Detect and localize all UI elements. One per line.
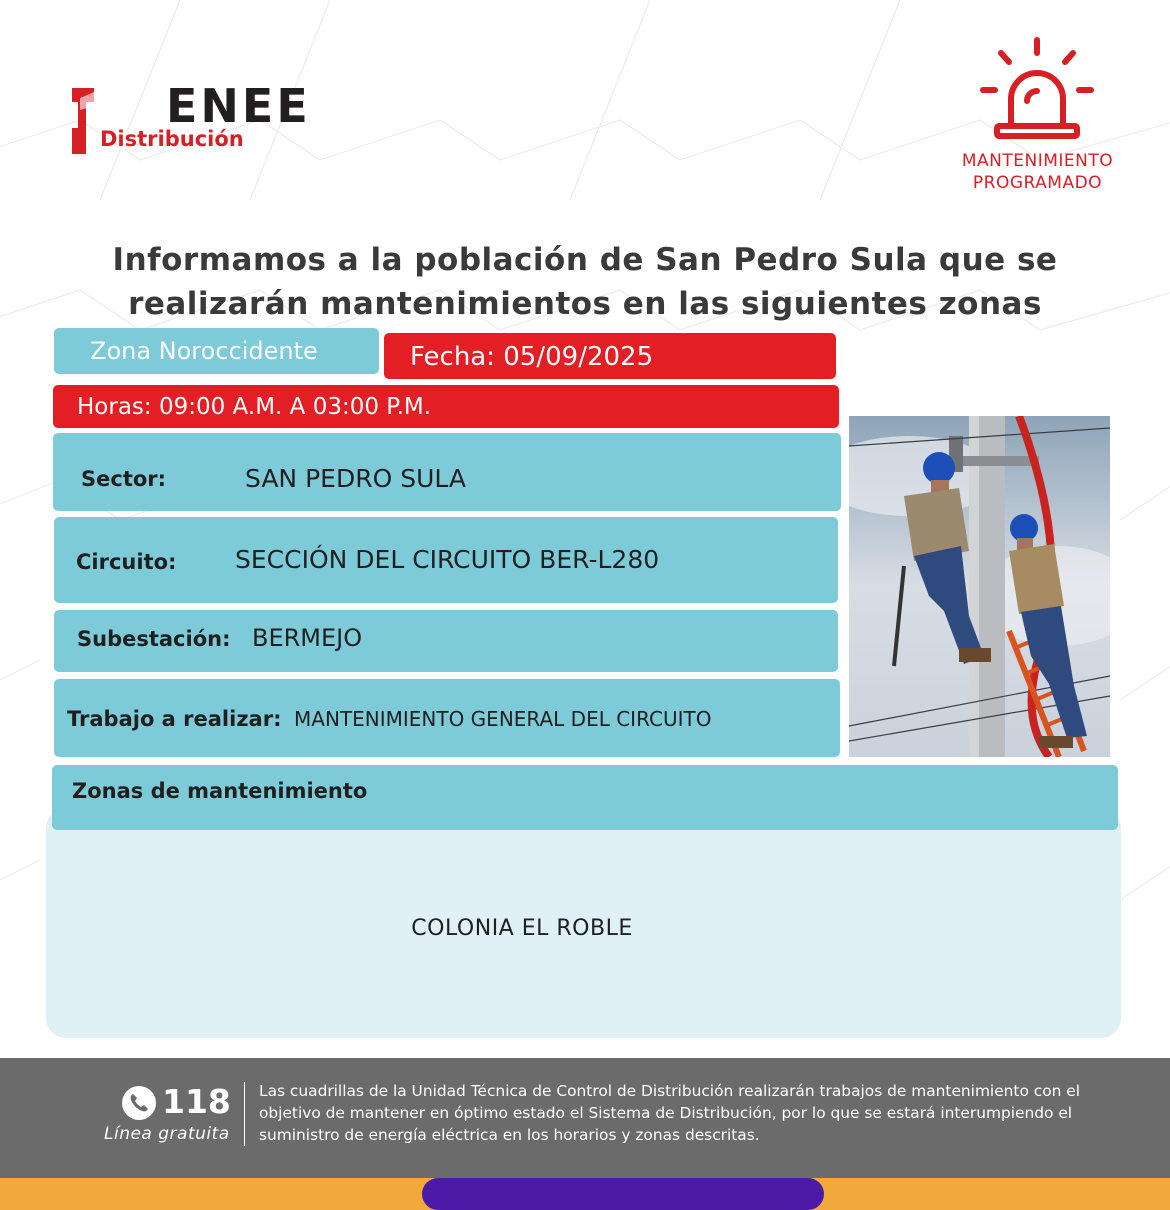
circuit-row bbox=[54, 517, 838, 603]
hotline[interactable] bbox=[122, 1082, 232, 1122]
maintenance-badge bbox=[935, 35, 1140, 200]
substation-value: BERMEJO bbox=[252, 624, 363, 652]
circuit-label: Circuito: bbox=[76, 550, 177, 574]
siren-icon bbox=[975, 35, 1100, 145]
sector-row bbox=[53, 433, 841, 511]
hotline-label: Línea gratuita bbox=[104, 1124, 230, 1144]
substation-label: Subestación: bbox=[77, 627, 231, 651]
sector-value: SAN PEDRO SULA bbox=[245, 464, 466, 493]
work-row bbox=[54, 679, 840, 757]
sector-label: Sector: bbox=[81, 467, 167, 491]
footer-divider bbox=[244, 1082, 245, 1146]
logo-subtitle: Distribución bbox=[100, 127, 244, 151]
bottom-band-accent bbox=[422, 1178, 824, 1210]
circuit-value: SECCIÓN DEL CIRCUITO BER-L280 bbox=[235, 545, 660, 574]
footer-notice: Las cuadrillas de la Unidad Técnica de Control de Distribución realizarán trabajos de mantenimiento con el objetivo de mantener en óptimo estado el Sistema de Distribución, por lo que se estará interumpiendo el suministro de energía eléctrica en los horarios y zonas descritas. bbox=[259, 1082, 1081, 1144]
date-badge: Fecha: 05/09/2025 bbox=[384, 333, 836, 379]
headline: Informamos a la población de San Pedro Sula que se realizarán mantenimientos en las siguientes zonas bbox=[112, 242, 1058, 322]
zones-header bbox=[52, 765, 1118, 830]
zone-item: COLONIA EL ROBLE bbox=[411, 916, 633, 941]
logo-wordmark: ENEE bbox=[166, 79, 311, 133]
substation-row bbox=[54, 610, 838, 672]
hours-badge: Horas: 09:00 A.M. A 03:00 P.M. bbox=[53, 385, 839, 428]
phone-icon bbox=[122, 1086, 156, 1120]
lineworkers-photo bbox=[849, 416, 1110, 757]
zone-badge: Zona Noroccidente bbox=[54, 328, 379, 374]
zones-title: Zonas de mantenimiento bbox=[72, 779, 368, 803]
hotline-number: 118 bbox=[162, 1082, 231, 1121]
enee-logo bbox=[70, 79, 311, 154]
maintenance-badge-text: MANTENIMIENTO PROGRAMADO bbox=[961, 151, 1114, 193]
work-value: MANTENIMIENTO GENERAL DEL CIRCUITO bbox=[294, 707, 712, 731]
logo-mark-icon bbox=[72, 88, 98, 154]
work-label: Trabajo a realizar: bbox=[67, 707, 282, 731]
